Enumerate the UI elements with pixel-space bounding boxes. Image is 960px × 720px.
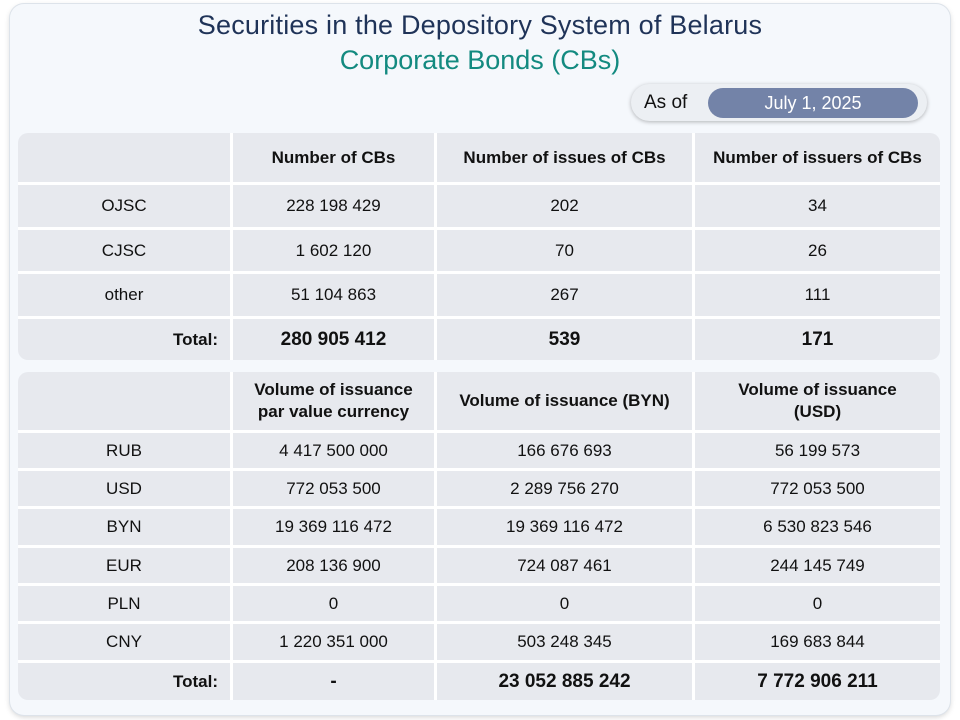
as-of-selector[interactable] (631, 84, 927, 121)
table-cell: 208 136 900 (286, 555, 381, 575)
column-divider (692, 133, 695, 360)
column-header-volume-usd: Volume of issuance (USD) (738, 380, 897, 421)
column-divider (692, 372, 695, 700)
column-header-volume-par-currency: Volume of issuance par value currency (254, 380, 413, 421)
table-row (18, 624, 940, 660)
table-cell: 0 (328, 593, 339, 613)
total-label: Total: (172, 671, 218, 691)
table-cell: 169 683 844 (770, 632, 865, 651)
table-row (18, 230, 940, 271)
page-subtitle: Corporate Bonds (CBs) (339, 45, 621, 75)
column-divider (230, 133, 233, 360)
total-label: Total: (172, 329, 218, 349)
column-divider (230, 372, 233, 700)
total-row (18, 319, 940, 360)
column-header-volume-byn: Volume of issuance (BYN) (459, 391, 670, 410)
row-label: BYN (106, 517, 142, 536)
table-cell: 244 145 749 (770, 555, 865, 575)
table-cell: 1 220 351 000 (279, 632, 388, 651)
row-label: OJSC (101, 196, 147, 215)
as-of-date-pill[interactable]: July 1, 2025 (708, 88, 918, 118)
row-label: EUR (106, 555, 142, 575)
row-label: other (104, 285, 144, 304)
total-cell: 171 (801, 328, 834, 350)
total-cell: 23 052 885 242 (498, 670, 631, 692)
table-cell: 228 198 429 (286, 196, 381, 215)
table-cell: 267 (550, 285, 579, 304)
total-cell: 280 905 412 (280, 328, 387, 350)
table-cell: 1 602 120 (295, 240, 372, 260)
table-cell: 772 053 500 (286, 478, 381, 498)
table-row (18, 586, 940, 621)
table-cell: 111 (804, 285, 831, 304)
total-cell: 7 772 906 211 (757, 670, 878, 692)
table-cell: 51 104 863 (290, 285, 377, 304)
table-cell: 772 053 500 (770, 478, 865, 498)
table-row (18, 274, 940, 316)
table-row (18, 548, 940, 583)
table-cell: 34 (808, 196, 827, 215)
table-cell: 724 087 461 (517, 555, 612, 575)
table-row (18, 433, 940, 468)
cb-volume-table (18, 372, 940, 700)
table-row (18, 185, 940, 227)
table-cell: 70 (555, 240, 574, 260)
table-cell: 19 369 116 472 (506, 517, 623, 536)
table-cell: 19 369 116 472 (275, 517, 392, 536)
table-cell: 166 676 693 (517, 440, 612, 460)
table-cell: 4 417 500 000 (279, 440, 388, 460)
column-header-number-of-issues: Number of issues of CBs (463, 147, 666, 167)
row-label: PLN (107, 593, 141, 613)
column-divider (434, 372, 437, 700)
row-label: CNY (106, 632, 142, 651)
total-cell: 539 (548, 328, 581, 350)
column-header-empty (18, 372, 230, 430)
column-header-number-of-issuers: Number of issuers of CBs (713, 147, 922, 167)
total-row (18, 663, 940, 700)
row-label: CJSC (101, 240, 147, 260)
table-row (18, 471, 940, 506)
row-label: USD (106, 478, 142, 498)
column-divider (434, 133, 437, 360)
total-cell: - (330, 670, 337, 692)
table-header-row (18, 372, 940, 430)
table-cell: 202 (550, 196, 579, 215)
table-cell: 26 (808, 240, 827, 260)
row-label: RUB (106, 440, 142, 460)
table-cell: 0 (812, 593, 823, 613)
column-header-empty (18, 133, 230, 182)
page-title: Securities in the Depository System of Belarus (197, 10, 763, 40)
table-row (18, 509, 940, 545)
table-cell: 6 530 823 546 (763, 517, 872, 536)
table-cell: 0 (559, 593, 570, 613)
table-cell: 2 289 756 270 (510, 478, 619, 498)
table-cell: 56 199 573 (774, 440, 861, 460)
column-header-number-of-cbs: Number of CBs (271, 147, 396, 167)
cb-counts-table (18, 133, 940, 360)
table-cell: 503 248 345 (517, 632, 612, 651)
as-of-label: As of (644, 92, 688, 113)
table-header-row (18, 133, 940, 182)
